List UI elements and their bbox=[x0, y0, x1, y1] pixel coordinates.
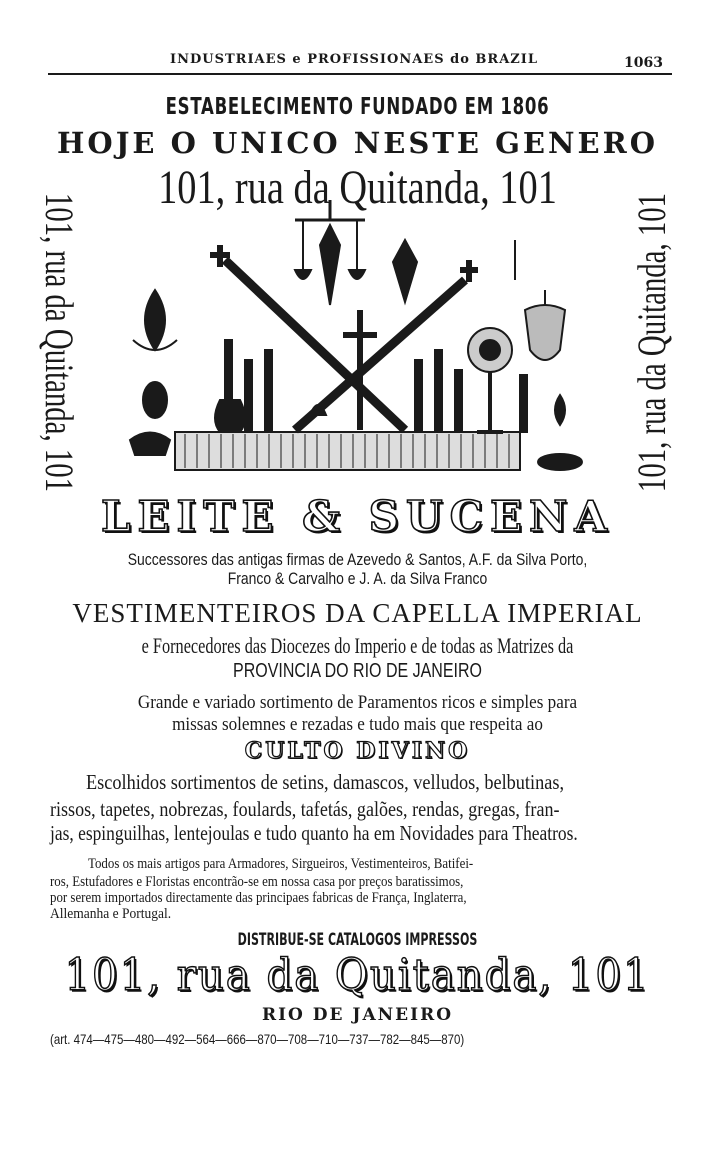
successors-line-2: Franco & Carvalho e J. A. da Silva Franco bbox=[227, 569, 488, 588]
side-address-left-text: 101, rua da Quitanda, 101 bbox=[37, 192, 83, 492]
paragraph-line-1: Escolhidos sortimentos de setins, damascos, velludos, belbutinas, bbox=[86, 770, 565, 794]
vase bbox=[215, 400, 245, 432]
side-address-right bbox=[622, 192, 682, 492]
header-rule bbox=[48, 73, 672, 75]
article-numbers: (art. 474—475—480—492—564—666—870—708—710—737—782—845—870) bbox=[50, 1031, 465, 1047]
altar-rail bbox=[175, 432, 520, 470]
founded-line: ESTABELECIMENTO FUNDADO EM 1806 bbox=[165, 94, 550, 120]
successors-line-1: Successores das antigas firmas de Azevedo & Santos, A.F. da Silva Porto, bbox=[127, 550, 588, 569]
paragraph-line-3: jas, espinguilhas, lentejoulas e tudo quanto ha em Novidades para Theatros. bbox=[50, 821, 578, 845]
chandelier-left bbox=[145, 290, 165, 350]
assortment-line-2: missas solemnes e rezadas e tudo mais que respeita ao bbox=[172, 714, 543, 735]
address-top: 101, rua da Quitanda, 101 bbox=[158, 161, 557, 214]
side-address-right-text: 101, rua da Quitanda, 101 bbox=[629, 192, 675, 492]
address-bottom: 101, rua da Quitanda, 101 bbox=[64, 950, 651, 1001]
culto-divino: CULTO DIVINO bbox=[244, 738, 471, 764]
scale-pan-left bbox=[295, 270, 311, 279]
province-line: PROVINCIA DO RIO DE JANEIRO bbox=[233, 660, 482, 682]
scale-pan-right bbox=[349, 270, 365, 279]
assortment-line-1: Grande e variado sortimento de Paramentos ricos e simples para bbox=[137, 692, 578, 713]
unique-headline: HOJE O UNICO NESTE GENERO bbox=[57, 126, 658, 160]
oil-lamp bbox=[130, 433, 170, 456]
liturgical-objects-illustration bbox=[105, 200, 610, 482]
vestmakers-title: VESTIMENTEIROS DA CAPELLA IMPERIAL bbox=[72, 598, 643, 628]
small-text-line-1: Todos os mais artigos para Armadores, Sirgueiros, Vestimenteiros, Batifei- bbox=[88, 856, 474, 872]
crucifix bbox=[343, 310, 377, 430]
page-number: 1063 bbox=[624, 55, 663, 71]
catalog-line: DISTRIBUE-SE CATALOGOS IMPRESSOS bbox=[237, 930, 478, 950]
suppliers-line: e Fornecedores das Diocezes do Imperio e de todas as Matrizes da bbox=[141, 633, 574, 658]
small-text-line-3: por serem importados directamente das principaes fabricas de França, Inglaterra, bbox=[50, 890, 467, 906]
city-line: RIO DE JANEIRO bbox=[261, 1005, 454, 1025]
hanging-lamp-right bbox=[393, 240, 417, 302]
firm-name: LEITE & SUCENA bbox=[101, 492, 614, 541]
side-address-left bbox=[30, 192, 90, 492]
running-header-title: INDUSTRIAES e PROFISSIONAES do BRAZIL bbox=[170, 52, 539, 67]
hanging-lamp-center bbox=[320, 225, 340, 305]
medallion-left bbox=[143, 382, 167, 418]
dish-right bbox=[538, 454, 582, 470]
balance-beam bbox=[295, 200, 365, 220]
paragraph-line-2: rissos, tapetes, nobrezas, foulards, tafetás, galões, rendas, gregas, fran- bbox=[50, 797, 560, 821]
small-text-line-4: Allemanha e Portugal. bbox=[50, 906, 172, 922]
ornament-right bbox=[555, 395, 565, 425]
chandelier-right bbox=[525, 305, 565, 360]
small-text-line-2: ros, Estufadores e Floristas encontrão-se em nossa casa por preços baratissimos, bbox=[50, 874, 464, 890]
